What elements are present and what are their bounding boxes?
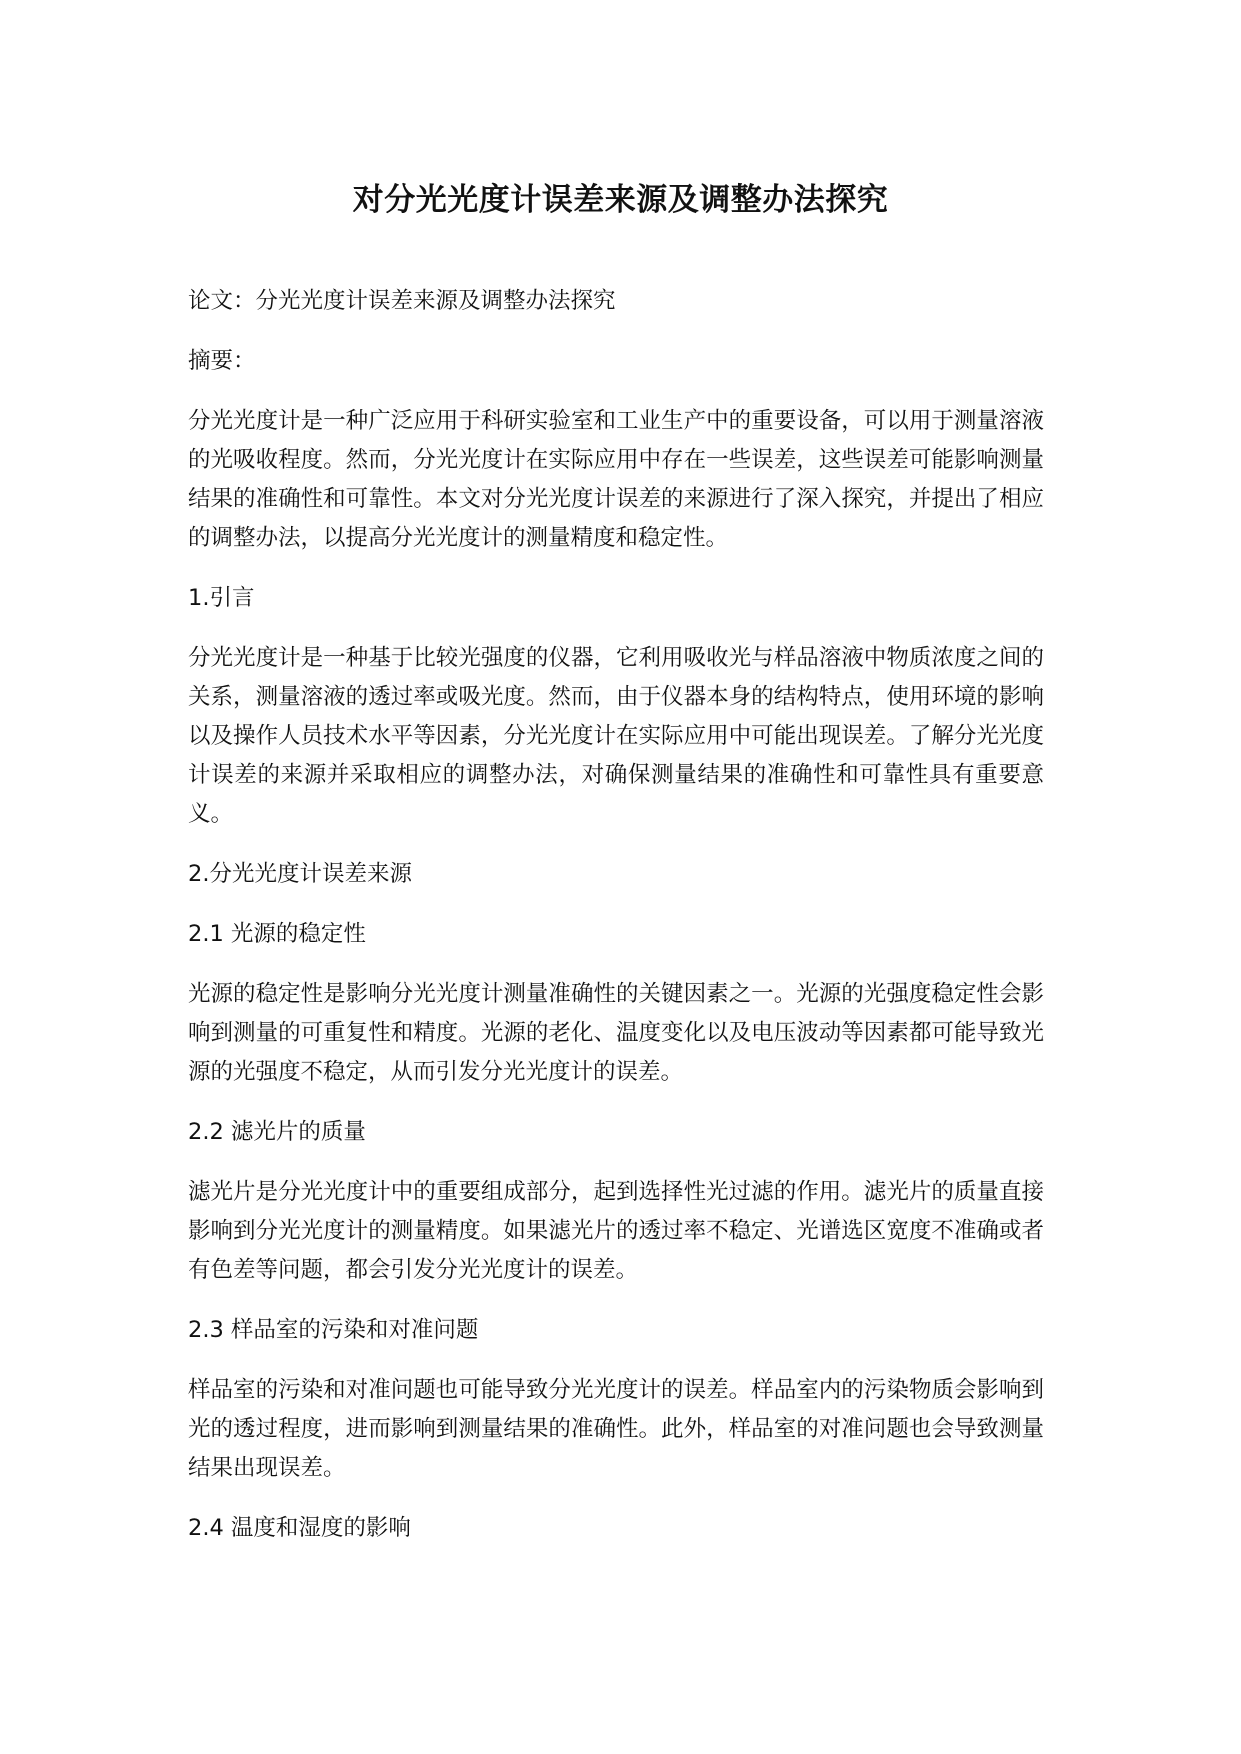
filter-paragraph: 滤光片是分光光度计中的重要组成部分，起到选择性光过滤的作用。滤光片的质量直接影响到分光光度计的测量精度。如果滤光片的透过率不稳定、光谱选区宽度不准确或者有色差等问题，都会引发分光光度计的误差。 [188,1179,1044,1283]
subsection-heading-sample-chamber: 2.3 样品室的污染和对准问题 [188,1317,479,1343]
light-source-paragraph: 光源的稳定性是影响分光光度计测量准确性的关键因素之一。光源的光强度稳定性会影响到测量的可重复性和精度。光源的老化、温度变化以及电压波动等因素都可能导致光源的光强度不稳定，从而引发分光光度计的误差。 [188,981,1044,1085]
paper-line: 论文：分光光度计误差来源及调整办法探究 [188,288,616,314]
section-heading-error-sources: 2.分光光度计误差来源 [188,861,412,887]
subsection-heading-temperature-humidity: 2.4 温度和湿度的影响 [188,1515,411,1541]
abstract-paragraph: 分光光度计是一种广泛应用于科研实验室和工业生产中的重要设备，可以用于测量溶液的光吸收程度。然而，分光光度计在实际应用中存在一些误差，这些误差可能影响测量结果的准确性和可靠性。本文对分光光度计误差的来源进行了深入探究，并提出了相应的调整办法，以提高分光光度计的测量精度和稳定性。 [188,408,1044,551]
sample-chamber-paragraph: 样品室的污染和对准问题也可能导致分光光度计的误差。样品室内的污染物质会影响到光的透过程度，进而影响到测量结果的准确性。此外，样品室的对准问题也会导致测量结果出现误差。 [188,1377,1044,1481]
introduction-paragraph: 分光光度计是一种基于比较光强度的仪器，它利用吸收光与样品溶液中物质浓度之间的关系，测量溶液的透过率或吸光度。然而，由于仪器本身的结构特点，使用环境的影响以及操作人员技术水平等因素，分光光度计在实际应用中可能出现误差。了解分光光度计误差的来源并采取相应的调整办法，对确保测量结果的准确性和可靠性具有重要意义。 [188,645,1044,827]
abstract-label: 摘要： [188,348,256,374]
document-body [188,282,1044,1569]
subsection-heading-filter: 2.2 滤光片的质量 [188,1119,366,1145]
section-heading-introduction: 1.引言 [188,585,255,611]
subsection-heading-light-source: 2.1 光源的稳定性 [188,921,366,947]
document-title: 对分光光度计误差来源及调整办法探究 [352,182,889,218]
